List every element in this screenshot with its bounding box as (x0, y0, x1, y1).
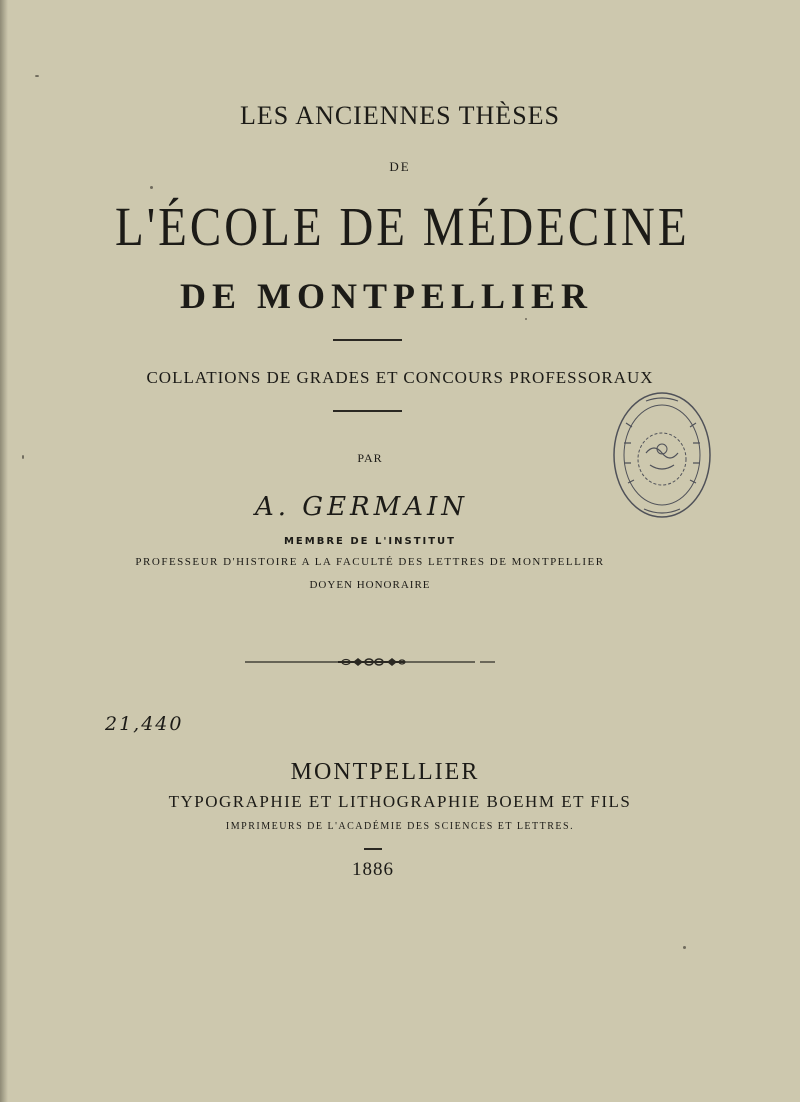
title-line-1: LES ANCIENNES THÈSES (240, 101, 560, 130)
by-label: PAR (357, 451, 383, 465)
handwritten-shelfmark: 21,440 (105, 713, 184, 735)
library-stamp-icon (606, 383, 718, 528)
subtitle: COLLATIONS DE GRADES ET CONCOURS PROFESSORAUX (146, 368, 654, 387)
divider-rule (333, 339, 402, 341)
paper-speck (683, 946, 686, 949)
imprint-printer: TYPOGRAPHIE ET LITHOGRAPHIE BOEHM ET FILS (168, 792, 632, 811)
imprint-printer-title: IMPRIMEURS DE L'ACADÉMIE DES SCIENCES ET LETTRES. (225, 821, 575, 832)
divider-rule (333, 410, 402, 412)
paper-speck (35, 75, 39, 77)
author-honor: DOYEN HONORAIRE (309, 579, 431, 591)
author-membership: MEMBRE DE L'INSTITUT (283, 536, 456, 547)
divider-rule (364, 848, 382, 850)
paper-speck (150, 186, 153, 189)
title-line-4: DE MONTPELLIER (180, 276, 594, 316)
imprint-city: MONTPELLIER (290, 759, 480, 785)
author-name: A. GERMAIN (255, 492, 469, 522)
author-position: PROFESSEUR D'HISTOIRE A LA FACULTÉ DES LETTRES DE MONTPELLIER (135, 556, 605, 568)
imprint-year: 1886 (352, 859, 394, 880)
ornament-rule-icon (245, 655, 495, 669)
title-line-2: DE (389, 159, 411, 174)
paper-speck (22, 455, 24, 459)
paper-speck (525, 318, 527, 320)
title-line-3: L'ÉCOLE DE MÉDECINE (115, 196, 690, 258)
